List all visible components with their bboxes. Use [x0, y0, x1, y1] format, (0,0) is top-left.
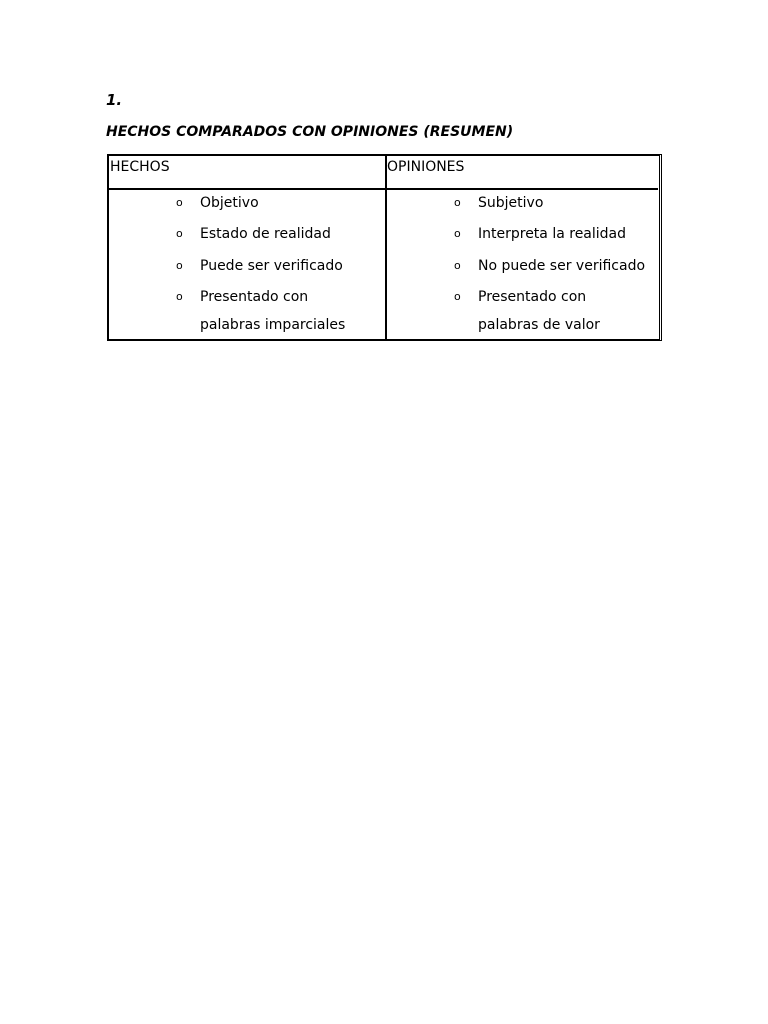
- list-item-line: Objetivo: [200, 195, 259, 211]
- hechos-header: HECHOS: [109, 156, 385, 190]
- list-item-line: Interpreta la realidad: [478, 226, 627, 242]
- list-item-text: [200, 252, 343, 280]
- list-item-line: palabras imparciales: [200, 317, 346, 333]
- list-item-text: [478, 252, 645, 280]
- list-item-line: Estado de realidad: [200, 226, 331, 242]
- bullet-icon: o: [176, 290, 183, 303]
- list-item-line: Presentado con: [478, 289, 587, 305]
- section-number: 1.: [106, 91, 123, 109]
- comparison-table: [107, 154, 662, 341]
- bullet-icon: o: [454, 196, 461, 209]
- hechos-column: [109, 156, 387, 339]
- bullet-icon: o: [176, 259, 183, 272]
- list-item-line: palabras de valor: [478, 317, 600, 333]
- section-heading: HECHOS COMPARADOS CON OPINIONES (RESUMEN): [106, 124, 514, 140]
- opiniones-column: [387, 156, 659, 339]
- list-item-line: Presentado con: [200, 289, 309, 305]
- opiniones-header: OPINIONES: [387, 156, 658, 190]
- list-item-text: [478, 189, 543, 217]
- list-item-text: [200, 189, 259, 217]
- bullet-icon: o: [454, 227, 461, 240]
- bullet-icon: o: [454, 259, 461, 272]
- list-item-line: No puede ser verificado: [478, 258, 646, 274]
- bullet-icon: o: [454, 290, 461, 303]
- bullet-icon: o: [176, 196, 183, 209]
- list-item-text: [200, 283, 345, 339]
- bullet-icon: o: [176, 227, 183, 240]
- list-item-text: [478, 220, 626, 248]
- list-item-line: Puede ser verificado: [200, 258, 343, 274]
- list-item-line: Subjetivo: [478, 195, 544, 211]
- list-item-text: [478, 283, 600, 339]
- list-item-text: [200, 220, 331, 248]
